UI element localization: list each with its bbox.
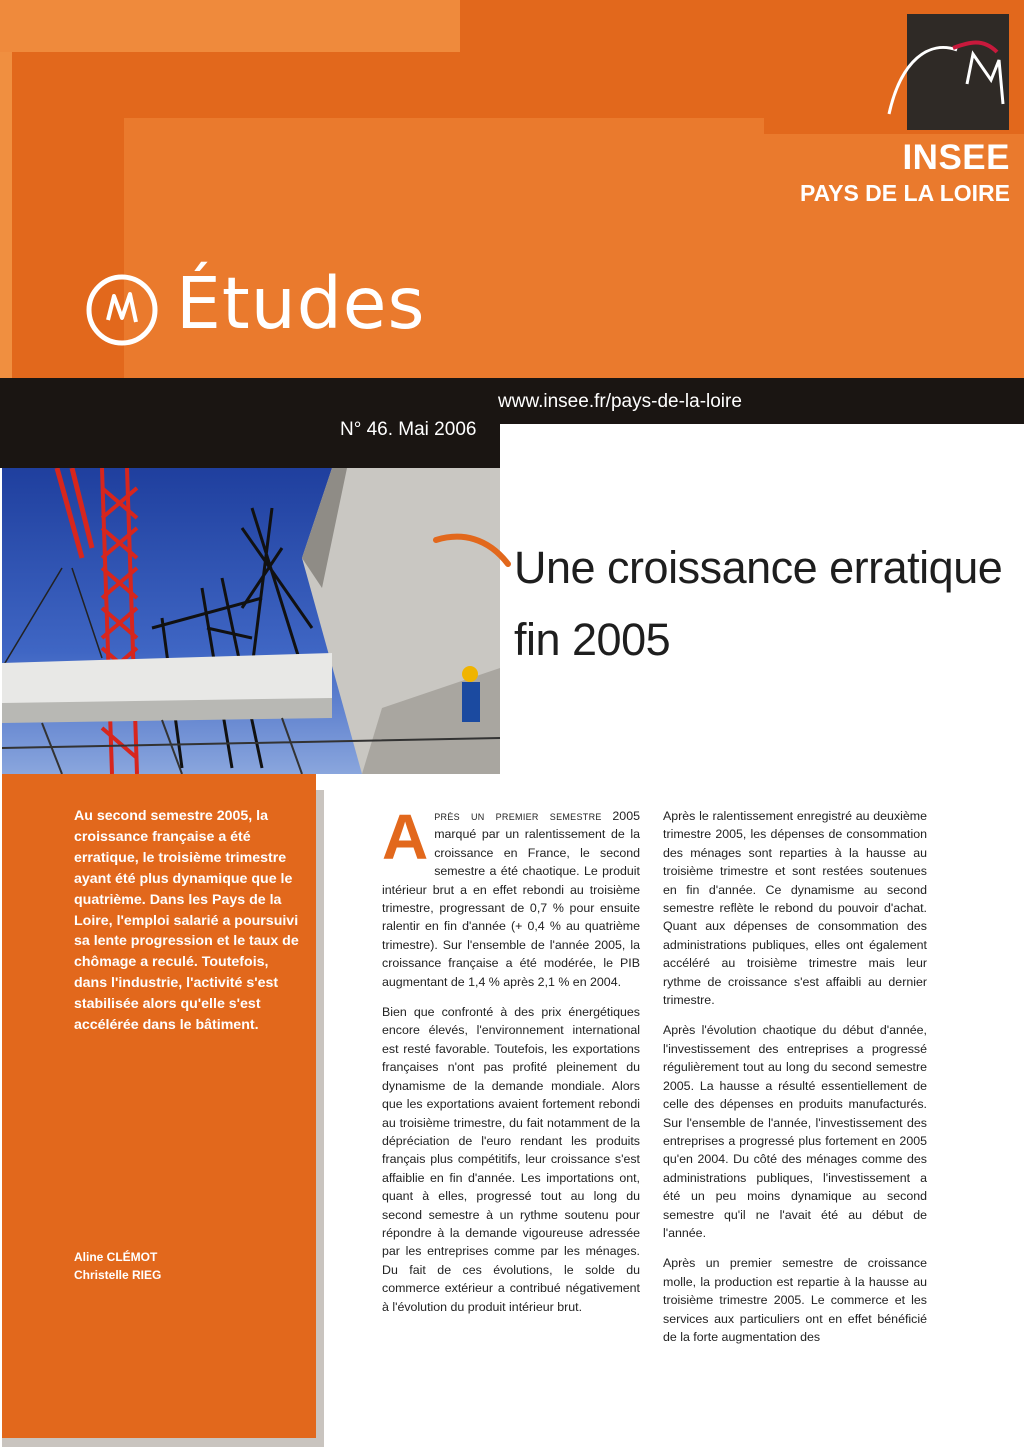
authors bbox=[74, 1248, 161, 1284]
org-region: PAYS DE LA LOIRE bbox=[799, 180, 1010, 206]
header-shade-left bbox=[0, 52, 12, 378]
paragraph-text: 2005 marqué par un ralentissement de la croissance en France, le second semestre a été chaotique. Le produit intérieur brut a en effet rebondi au troisième trimestre, progressant de 0,7 % pour ensuite ralentir en fin d'année (+ 0,4 % au quatrième trimestre). Sur l'ensemble de l'année 2005, la croissance française a été modérée, le PIB augmentant de 1,4 % après 2,1 % en 2004. bbox=[382, 809, 640, 989]
article-paragraph: Après le ralentissement enregistré au deuxième trimestre 2005, les dépenses de consommation des ménages sont reparties à la hausse au troisième trimestre et sont restées soutenues en fin d'année. Ce dynamisme au second semestre reflète le rebond du pouvoir d'achat. Quant aux dépenses de consommation des administrations publiques, elles ont également accéléré au troisième trimestre mais leur rythme de croissance s'est affaibli au dernier trimestre. bbox=[663, 809, 927, 1008]
drop-cap: A bbox=[382, 801, 429, 873]
headline-line-1: Une croissance erratique bbox=[514, 542, 1003, 593]
summary-text: Au second semestre 2005, la croissance française a été erratique, le troisième trimestre ayant été plus dynamique que le quatrième. Dans les Pays de la Loire, l'emploi salarié a poursuivi sa lente progression et le taux de chômage a reculé. Toutefois, dans l'industrie, l'activité s'est stabilisée alors qu'elle s'est accélérée dans le bâtiment. bbox=[74, 808, 299, 1034]
author-name: Aline CLÉMOT bbox=[74, 1250, 158, 1264]
author-name: Christelle RIEG bbox=[74, 1268, 162, 1282]
article-paragraph: Après l'évolution chaotique du début d'année, l'investissement des entreprises a progressé régulièrement tout au long du second semestre 2005. La hausse a résulté essentiellement de celle des dépenses en produits manufacturés. Sur l'ensemble de l'année, l'investissement des entreprises a progressé plus fortement en 2005 qu'en 2004. Du côté des ménages comme des administrations publiques, l'investissement a été un peu moins dynamique au second semestre qu'il ne l'avait été au début de l'année. bbox=[663, 1023, 927, 1240]
article-column-left bbox=[382, 801, 640, 1328]
headline bbox=[514, 532, 1014, 676]
series-title: Études bbox=[176, 262, 426, 345]
headline-swoosh-icon bbox=[432, 528, 512, 568]
website-link[interactable]: www.insee.fr/pays-de-la-loire bbox=[498, 391, 742, 412]
article-paragraph: Après un premier semestre de croissance molle, la production est repartie à la hausse au troisième trimestre 2005. Le commerce et les services aux particuliers ont en effet bénéficié de la forte augmentation des bbox=[663, 1256, 927, 1344]
lead-in: près un premier semestre bbox=[434, 809, 602, 823]
summary-shadow-bottom bbox=[2, 1438, 324, 1447]
headline-line-2: fin 2005 bbox=[514, 614, 671, 665]
insee-logo-graphic bbox=[883, 20, 1013, 120]
etudes-logo-icon bbox=[84, 272, 160, 348]
org-name: INSEE bbox=[902, 138, 1010, 177]
article-column-right bbox=[663, 807, 927, 1358]
insee-logo-icon bbox=[907, 14, 1009, 130]
summary-shadow bbox=[316, 790, 324, 1440]
issue-number: N° 46. Mai 2006 bbox=[340, 419, 477, 440]
article-paragraph: Bien que confronté à des prix énergétiques encore élevés, l'environnement international est resté favorable. Toutefois, les exportations françaises n'ont pas profité pleinement du dynamisme de la demande mondiale. Alors que les exportations avaient fortement rebondi au troisième trimestre, du fait notamment de la dépréciation de l'euro rendant les produits français plus compétitifs, leur croissance s'est affaiblie en fin d'année. Les importations ont, quant à elles, progressé tout au long du second semestre à un rythme soutenu pour répondre à la demande vigoureuse adressée par les entreprises comme par les ménages. Du fait de ces évolutions, le solde du commerce extérieur a contribué négativement à l'évolution du produit intérieur brut. bbox=[382, 1005, 640, 1314]
cover-photo bbox=[2, 468, 500, 774]
header-shade-top bbox=[0, 0, 460, 52]
article-paragraph bbox=[382, 801, 640, 991]
